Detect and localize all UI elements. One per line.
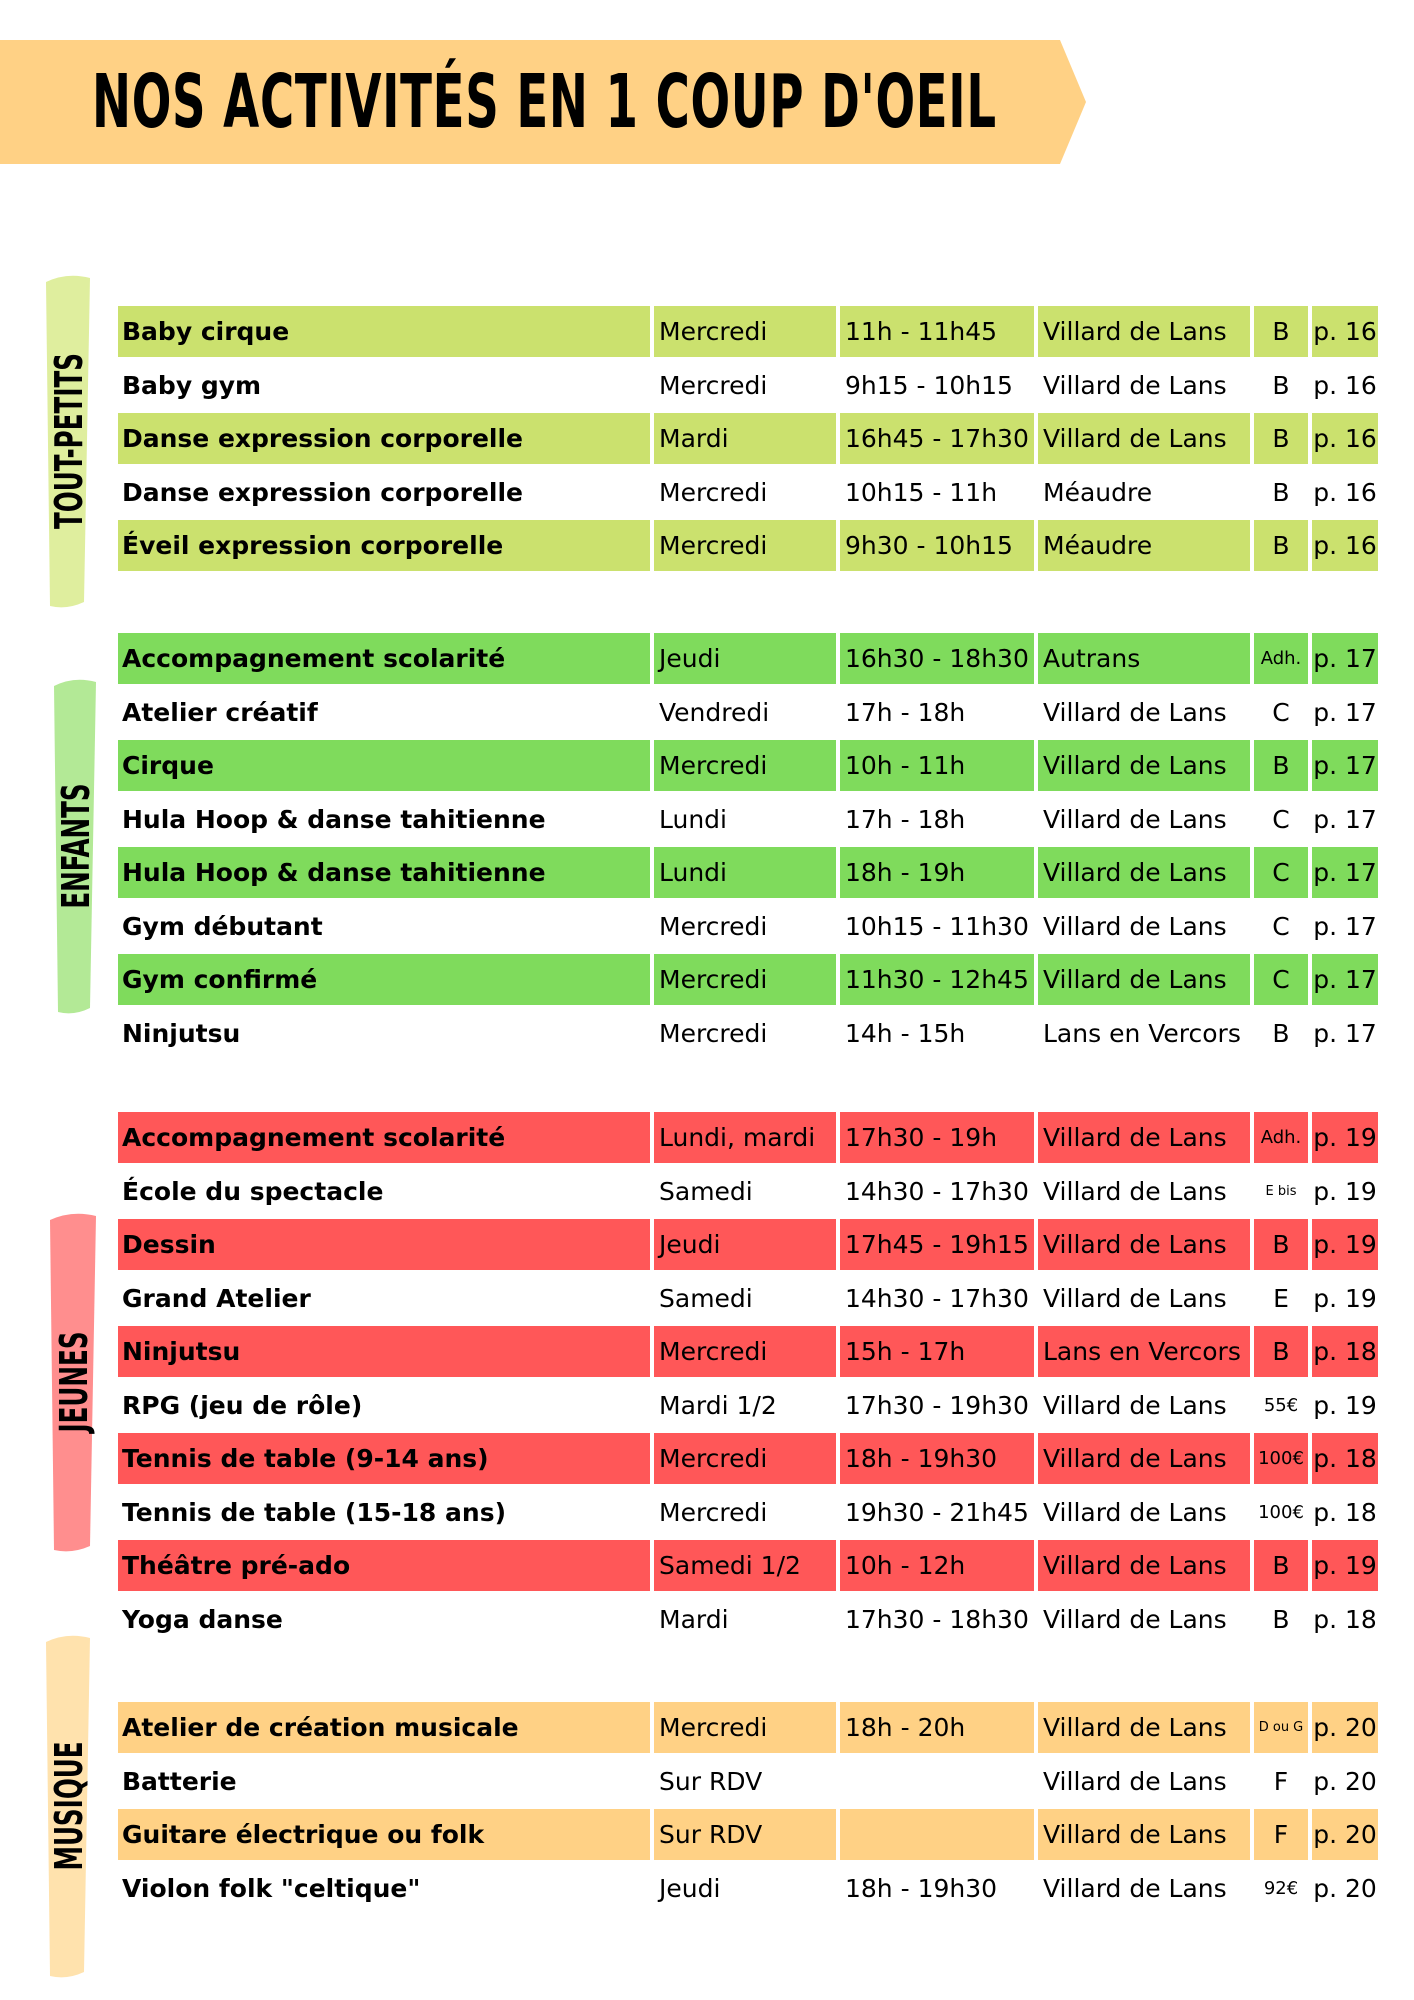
activity-day: Mercredi	[659, 370, 768, 400]
activity-day: Mercredi	[654, 306, 836, 357]
section-label: MUSIQUE	[47, 1741, 91, 1871]
activity-time: 17h45 - 19h15	[840, 1219, 1034, 1270]
activity-time	[840, 1756, 1034, 1807]
activity-name: Yoga danse	[122, 1604, 283, 1634]
activity-name: École du spectacle	[122, 1176, 384, 1206]
activity-name: Batterie	[122, 1766, 237, 1796]
activity-tariff: D ou G	[1254, 1702, 1308, 1753]
activity-place: Villard de Lans	[1038, 954, 1250, 1005]
activity-tariff: B	[1254, 520, 1308, 571]
activity-time	[840, 1809, 1034, 1860]
section-tab-musique	[42, 1632, 92, 1980]
activity-tariff: 100€	[1254, 1433, 1308, 1484]
activity-name: Danse expression corporelle	[118, 413, 650, 464]
activity-tariff: 100€	[1258, 1501, 1304, 1523]
activity-day: Samedi 1/2	[654, 1540, 836, 1591]
activity-day: Lundi, mardi	[654, 1112, 836, 1163]
activity-name: Cirque	[118, 740, 650, 791]
activity-tariff: Adh.	[1254, 1112, 1308, 1163]
activity-time: 14h30 - 17h30	[845, 1176, 1029, 1206]
activity-tariff: C	[1254, 847, 1308, 898]
activity-name: Hula Hoop & danse tahitienne	[118, 847, 650, 898]
activity-time: 18h - 19h30	[840, 1433, 1034, 1484]
activity-page: p. 17	[1312, 954, 1378, 1005]
activity-tariff: B	[1254, 1219, 1308, 1270]
activity-day: Mercredi	[654, 740, 836, 791]
activity-place: Villard de Lans	[1043, 1176, 1227, 1206]
activity-place: Villard de Lans	[1043, 1766, 1227, 1796]
activity-day: Jeudi	[654, 1219, 836, 1270]
activity-time: 16h45 - 17h30	[840, 413, 1034, 464]
activity-time: 19h30 - 21h45	[845, 1497, 1029, 1527]
activity-name: Ninjutsu	[118, 1326, 650, 1377]
activity-page: p. 20	[1312, 1702, 1378, 1753]
activity-day: Mercredi	[654, 520, 836, 571]
activity-day: Sur RDV	[659, 1766, 763, 1796]
activity-tariff: 92€	[1263, 1877, 1299, 1899]
activity-place: Villard de Lans	[1038, 1540, 1250, 1591]
activity-time: 10h15 - 11h30	[845, 911, 1029, 941]
activity-page: p. 17	[1313, 1018, 1377, 1048]
activity-place: Villard de Lans	[1043, 1390, 1227, 1420]
activity-page: p. 19	[1313, 1390, 1377, 1420]
activity-tariff: B	[1254, 413, 1308, 464]
activity-place: Villard de Lans	[1043, 804, 1227, 834]
activity-name: Gym confirmé	[118, 954, 650, 1005]
activity-day: Mardi	[659, 1604, 729, 1634]
activity-name: Éveil expression corporelle	[118, 520, 650, 571]
activity-name: Grand Atelier	[122, 1283, 311, 1313]
activity-place: Villard de Lans	[1043, 1497, 1227, 1527]
activity-place: Méaudre	[1043, 477, 1153, 507]
activity-tariff: Adh.	[1254, 633, 1308, 684]
activity-place: Villard de Lans	[1043, 697, 1227, 727]
activity-day: Vendredi	[659, 697, 770, 727]
activity-tariff: B	[1254, 306, 1308, 357]
activity-day: Jeudi	[659, 1873, 721, 1903]
activity-place: Villard de Lans	[1038, 1112, 1250, 1163]
activity-place: Villard de Lans	[1043, 370, 1227, 400]
activity-tariff: C	[1272, 697, 1290, 727]
activity-time: 11h30 - 12h45	[840, 954, 1034, 1005]
activity-name: Gym débutant	[122, 911, 323, 941]
activity-time: 17h - 18h	[845, 804, 966, 834]
activity-place: Autrans	[1038, 633, 1250, 684]
activity-tariff: C	[1272, 911, 1290, 941]
activity-tariff: E bis	[1265, 1183, 1297, 1199]
activity-name: Violon folk "celtique"	[122, 1873, 421, 1903]
activity-day: Mercredi	[654, 954, 836, 1005]
activity-page: p. 18	[1312, 1433, 1378, 1484]
activity-day: Jeudi	[654, 633, 836, 684]
activity-tariff: B	[1272, 1018, 1290, 1048]
activity-place: Villard de Lans	[1043, 1283, 1227, 1313]
activity-time: 10h - 12h	[840, 1540, 1034, 1591]
section-tab-jeunes	[46, 1210, 98, 1554]
activity-page: p. 16	[1313, 477, 1377, 507]
activity-tariff: B	[1254, 1326, 1308, 1377]
activity-place: Villard de Lans	[1038, 1809, 1250, 1860]
activity-day: Mercredi	[659, 1018, 768, 1048]
activity-day: Sur RDV	[654, 1809, 836, 1860]
activity-place: Villard de Lans	[1043, 1873, 1227, 1903]
activity-time: 16h30 - 18h30	[840, 633, 1034, 684]
activity-place: Villard de Lans	[1038, 1219, 1250, 1270]
activity-page: p. 16	[1312, 413, 1378, 464]
activity-time: 9h30 - 10h15	[840, 520, 1034, 571]
activity-page: p. 19	[1313, 1283, 1377, 1313]
activity-place: Méaudre	[1038, 520, 1250, 571]
section-label: TOUT-PETITS	[47, 352, 91, 530]
activity-place: Villard de Lans	[1038, 1433, 1250, 1484]
activity-day: Mercredi	[654, 1433, 836, 1484]
title-banner	[0, 40, 1090, 164]
activity-day: Samedi	[659, 1176, 753, 1206]
activity-name: Ninjutsu	[122, 1018, 241, 1048]
activity-page: p. 18	[1312, 1326, 1378, 1377]
page-title: NOS ACTIVITÉS EN 1 COUP D'OEIL	[92, 59, 997, 145]
activity-name: Guitare électrique ou folk	[118, 1809, 650, 1860]
activity-name: Danse expression corporelle	[122, 477, 524, 507]
activity-page: p. 17	[1312, 633, 1378, 684]
activity-page: p. 19	[1312, 1112, 1378, 1163]
activity-day: Mercredi	[654, 1702, 836, 1753]
activity-day: Mercredi	[659, 477, 768, 507]
activity-tariff: B	[1254, 740, 1308, 791]
activity-page: p. 17	[1312, 847, 1378, 898]
activity-name: Baby cirque	[118, 306, 650, 357]
activity-day: Mardi 1/2	[659, 1390, 777, 1420]
activity-page: p. 17	[1313, 804, 1377, 834]
activity-page: p. 20	[1313, 1873, 1377, 1903]
activity-place: Villard de Lans	[1038, 740, 1250, 791]
activity-tariff: B	[1272, 370, 1290, 400]
activity-day: Mardi	[654, 413, 836, 464]
activity-place: Villard de Lans	[1043, 911, 1227, 941]
activity-page: p. 16	[1312, 306, 1378, 357]
activity-time: 10h15 - 11h	[845, 477, 998, 507]
activity-place: Villard de Lans	[1038, 847, 1250, 898]
activity-time: 18h - 19h30	[845, 1873, 998, 1903]
activity-name: Atelier créatif	[122, 697, 318, 727]
activity-name: Hula Hoop & danse tahitienne	[122, 804, 546, 834]
activity-page: p. 18	[1313, 1497, 1377, 1527]
activity-time: 11h - 11h45	[840, 306, 1034, 357]
activity-time: 17h30 - 19h30	[845, 1390, 1029, 1420]
activity-page: p. 16	[1312, 520, 1378, 571]
activity-time: 17h - 18h	[845, 697, 966, 727]
activity-time: 17h30 - 19h	[840, 1112, 1034, 1163]
activity-name: Dessin	[118, 1219, 650, 1270]
activity-time: 15h - 17h	[840, 1326, 1034, 1377]
activity-page: p. 20	[1312, 1809, 1378, 1860]
activity-page: p. 17	[1312, 740, 1378, 791]
activity-name: Théâtre pré-ado	[118, 1540, 650, 1591]
activity-time: 10h - 11h	[840, 740, 1034, 791]
activity-time: 17h30 - 18h30	[845, 1604, 1029, 1634]
activity-page: p. 19	[1313, 1176, 1377, 1206]
section-label: ENFANTS	[54, 783, 98, 909]
activity-tariff: B	[1272, 1604, 1290, 1634]
activity-day: Mercredi	[659, 911, 768, 941]
activity-name: Accompagnement scolarité	[118, 633, 650, 684]
activity-place: Villard de Lans	[1038, 306, 1250, 357]
activity-place: Villard de Lans	[1038, 1702, 1250, 1753]
activity-name: Tennis de table (15-18 ans)	[122, 1497, 506, 1527]
activity-tariff: B	[1254, 1540, 1308, 1591]
activity-page: p. 18	[1313, 1604, 1377, 1634]
activity-time: 9h15 - 10h15	[845, 370, 1013, 400]
activity-name: RPG (jeu de rôle)	[122, 1390, 363, 1420]
section-tab-tout-petits	[42, 272, 92, 610]
activity-name: Accompagnement scolarité	[118, 1112, 650, 1163]
activity-tariff: 55€	[1263, 1394, 1299, 1416]
activity-tariff: F	[1254, 1809, 1308, 1860]
activity-name: Tennis de table (9-14 ans)	[118, 1433, 650, 1484]
activity-place: Lans en Vercors	[1038, 1326, 1250, 1377]
activity-page: p. 19	[1312, 1540, 1378, 1591]
activity-day: Lundi	[654, 847, 836, 898]
activity-place: Villard de Lans	[1038, 413, 1250, 464]
section-label: JEUNES	[52, 1331, 96, 1433]
activity-name: Atelier de création musicale	[118, 1702, 650, 1753]
activity-place: Lans en Vercors	[1043, 1018, 1241, 1048]
activity-time: 18h - 20h	[840, 1702, 1034, 1753]
activity-day: Mercredi	[659, 1497, 768, 1527]
activity-time: 14h30 - 17h30	[845, 1283, 1029, 1313]
activity-page: p. 16	[1313, 370, 1377, 400]
activity-tariff: C	[1254, 954, 1308, 1005]
activity-time: 18h - 19h	[840, 847, 1034, 898]
activity-name: Baby gym	[122, 370, 262, 400]
activity-place: Villard de Lans	[1043, 1604, 1227, 1634]
section-tab-enfants	[50, 676, 98, 1016]
activity-tariff: B	[1272, 477, 1290, 507]
activity-day: Samedi	[659, 1283, 753, 1313]
activity-page: p. 17	[1313, 911, 1377, 941]
activity-tariff: C	[1272, 804, 1290, 834]
activity-day: Lundi	[659, 804, 727, 834]
activity-time: 14h - 15h	[845, 1018, 966, 1048]
activity-tariff: F	[1273, 1766, 1289, 1796]
activity-page: p. 19	[1312, 1219, 1378, 1270]
activity-page: p. 17	[1313, 697, 1377, 727]
activity-page: p. 20	[1313, 1766, 1377, 1796]
activity-day: Mercredi	[654, 1326, 836, 1377]
activity-tariff: E	[1273, 1283, 1289, 1313]
